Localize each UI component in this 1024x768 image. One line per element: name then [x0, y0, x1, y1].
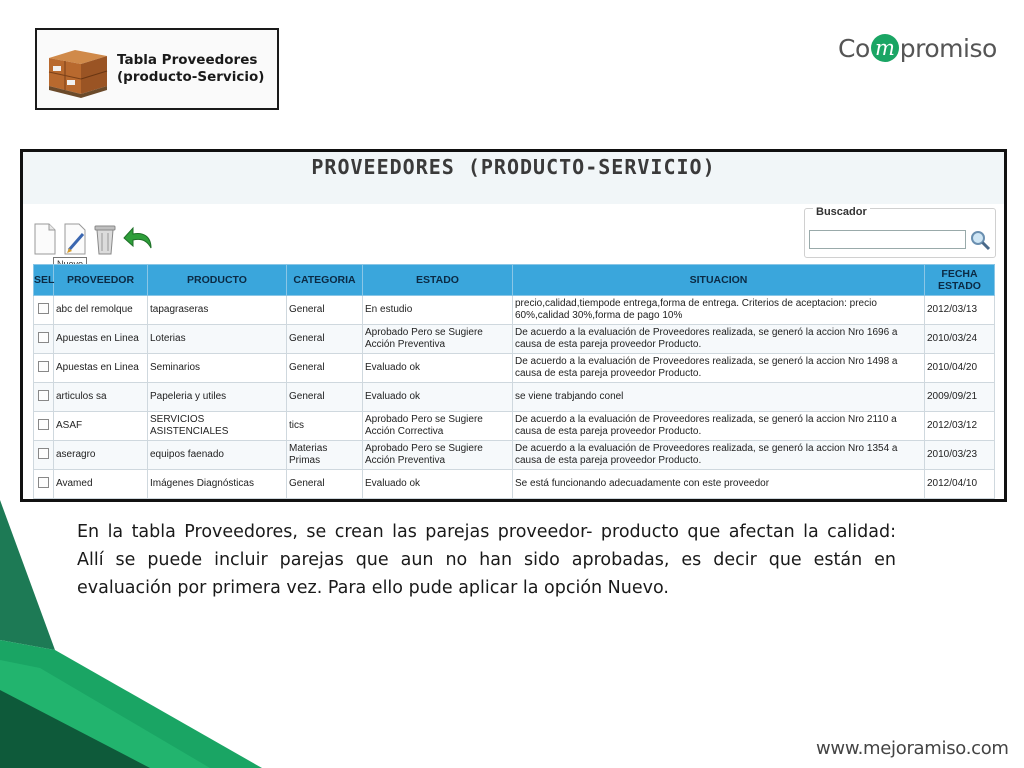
search-label: Buscador [813, 206, 870, 218]
cell-fecha: 2012/03/12 [925, 412, 995, 441]
cell-fecha: 2009/09/21 [925, 383, 995, 412]
edit-document-icon[interactable] [63, 222, 87, 256]
toolbar [33, 216, 155, 256]
cell-situacion: precio,calidad,tiempode entrega,forma de entrega. Criterios de aceptacion: precio 60%,calidad 30%,forma de pago 10% [513, 296, 925, 325]
cell-estado: Evaluado ok [363, 470, 513, 499]
cell-situacion: De acuerdo a la evaluación de Proveedores realizada, se generó la accion Nro 1354 a causa de esta pareja proveedor Producto. [513, 441, 925, 470]
row-checkbox[interactable] [38, 332, 49, 343]
cell-proveedor: ASAF [54, 412, 148, 441]
cell-estado: Evaluado ok [363, 383, 513, 412]
table-row[interactable] [34, 441, 995, 470]
row-checkbox[interactable] [38, 419, 49, 430]
cell-proveedor: Apuestas en Linea [54, 325, 148, 354]
cell-estado: Aprobado Pero se Sugiere Acción Preventiva [363, 325, 513, 354]
cell-situacion: De acuerdo a la evaluación de Proveedores realizada, se generó la accion Nro 1498 a causa de esta pareja proveedor Producto. [513, 354, 925, 383]
cell-categoria: General [287, 354, 363, 383]
cell-estado: En estudio [363, 296, 513, 325]
row-checkbox[interactable] [38, 448, 49, 459]
cell-estado: Evaluado ok [363, 354, 513, 383]
cell-situacion: se viene trabjando conel [513, 383, 925, 412]
table-row[interactable] [34, 354, 995, 383]
row-checkbox[interactable] [38, 477, 49, 488]
cell-proveedor: abc del remolque [54, 296, 148, 325]
search-panel [804, 208, 996, 258]
paragraph-1: En la tabla Proveedores, se crean las parejas proveedor- producto que afectan la calidad: [77, 522, 896, 542]
cell-estado: Aprobado Pero se Sugiere Acción Preventiva [363, 441, 513, 470]
cell-categoria: Materias Primas [287, 441, 363, 470]
cell-proveedor: aseragro [54, 441, 148, 470]
table-row[interactable] [34, 412, 995, 441]
col-header-sel[interactable]: SEL [34, 265, 54, 296]
logo-m-badge: m [871, 34, 899, 62]
cell-categoria: tics [287, 412, 363, 441]
header-title: Tabla Proveedores (producto-Servicio) [117, 52, 265, 85]
logo-text-start: Co [838, 33, 870, 63]
cell-producto: Papeleria y utiles [148, 383, 287, 412]
cell-situacion: De acuerdo a la evaluación de Proveedores realizada, se generó la accion Nro 2110 a causa de esta pareja proveedor Producto. [513, 412, 925, 441]
col-header-situacion[interactable]: SITUACION [513, 265, 925, 296]
cell-proveedor: articulos sa [54, 383, 148, 412]
cell-proveedor: Apuestas en Linea [54, 354, 148, 383]
cell-producto: Seminarios [148, 354, 287, 383]
decorative-green-shapes [0, 490, 270, 768]
cardboard-boxes-icon [45, 36, 111, 102]
cell-categoria: General [287, 383, 363, 412]
cell-producto: tapagraseras [148, 296, 287, 325]
cell-producto: Imágenes Diagnósticas [148, 470, 287, 499]
cell-producto: SERVICIOS ASISTENCIALES [148, 412, 287, 441]
col-header-fecha[interactable]: FECHA ESTADO [925, 265, 995, 296]
footer-url[interactable]: www.mejoramiso.com [816, 738, 1009, 759]
table-row[interactable] [34, 383, 995, 412]
row-checkbox[interactable] [38, 303, 49, 314]
screen-title: PROVEEDORES (PRODUCTO-SERVICIO) [23, 152, 1004, 204]
cell-categoria: General [287, 325, 363, 354]
cell-fecha: 2010/03/24 [925, 325, 995, 354]
col-header-estado[interactable]: ESTADO [363, 265, 513, 296]
table-row[interactable] [34, 296, 995, 325]
cell-fecha: 2010/04/20 [925, 354, 995, 383]
col-header-proveedor[interactable]: PROVEEDOR [54, 265, 148, 296]
cell-fecha: 2010/03/23 [925, 441, 995, 470]
cell-fecha: 2012/04/10 [925, 470, 995, 499]
logo-text-end: promiso [899, 33, 997, 63]
col-header-categoria[interactable]: CATEGORIA [287, 265, 363, 296]
row-checkbox[interactable] [38, 361, 49, 372]
table-header-row [34, 265, 995, 296]
suppliers-table [33, 264, 995, 499]
cell-fecha: 2012/03/13 [925, 296, 995, 325]
cell-proveedor: Avamed [54, 470, 148, 499]
trash-icon[interactable] [93, 222, 117, 256]
cell-situacion: Se está funcionando adecuadamente con este proveedor [513, 470, 925, 499]
header-box [35, 28, 279, 110]
cell-situacion: De acuerdo a la evaluación de Proveedores realizada, se generó la accion Nro 1696 a causa de esta pareja proveedor Producto. [513, 325, 925, 354]
table-row[interactable] [34, 325, 995, 354]
cell-producto: Loterias [148, 325, 287, 354]
row-checkbox[interactable] [38, 390, 49, 401]
paragraph-2: Allí se puede incluir parejas que aun no han sido aprobadas, es decir que están en evaluación por primera vez. Para ello pude aplicar la opción Nuevo. [77, 550, 896, 598]
app-screenshot [20, 149, 1007, 502]
undo-arrow-icon[interactable] [123, 222, 155, 256]
cell-producto: equipos faenado [148, 441, 287, 470]
search-input[interactable] [809, 230, 966, 249]
cell-categoria: General [287, 296, 363, 325]
cell-categoria: General [287, 470, 363, 499]
new-document-icon[interactable] [33, 222, 57, 256]
col-header-producto[interactable]: PRODUCTO [148, 265, 287, 296]
search-icon[interactable] [969, 229, 991, 251]
compromiso-logo [838, 30, 997, 66]
cell-estado: Aprobado Pero se Sugiere Acción Correctiva [363, 412, 513, 441]
